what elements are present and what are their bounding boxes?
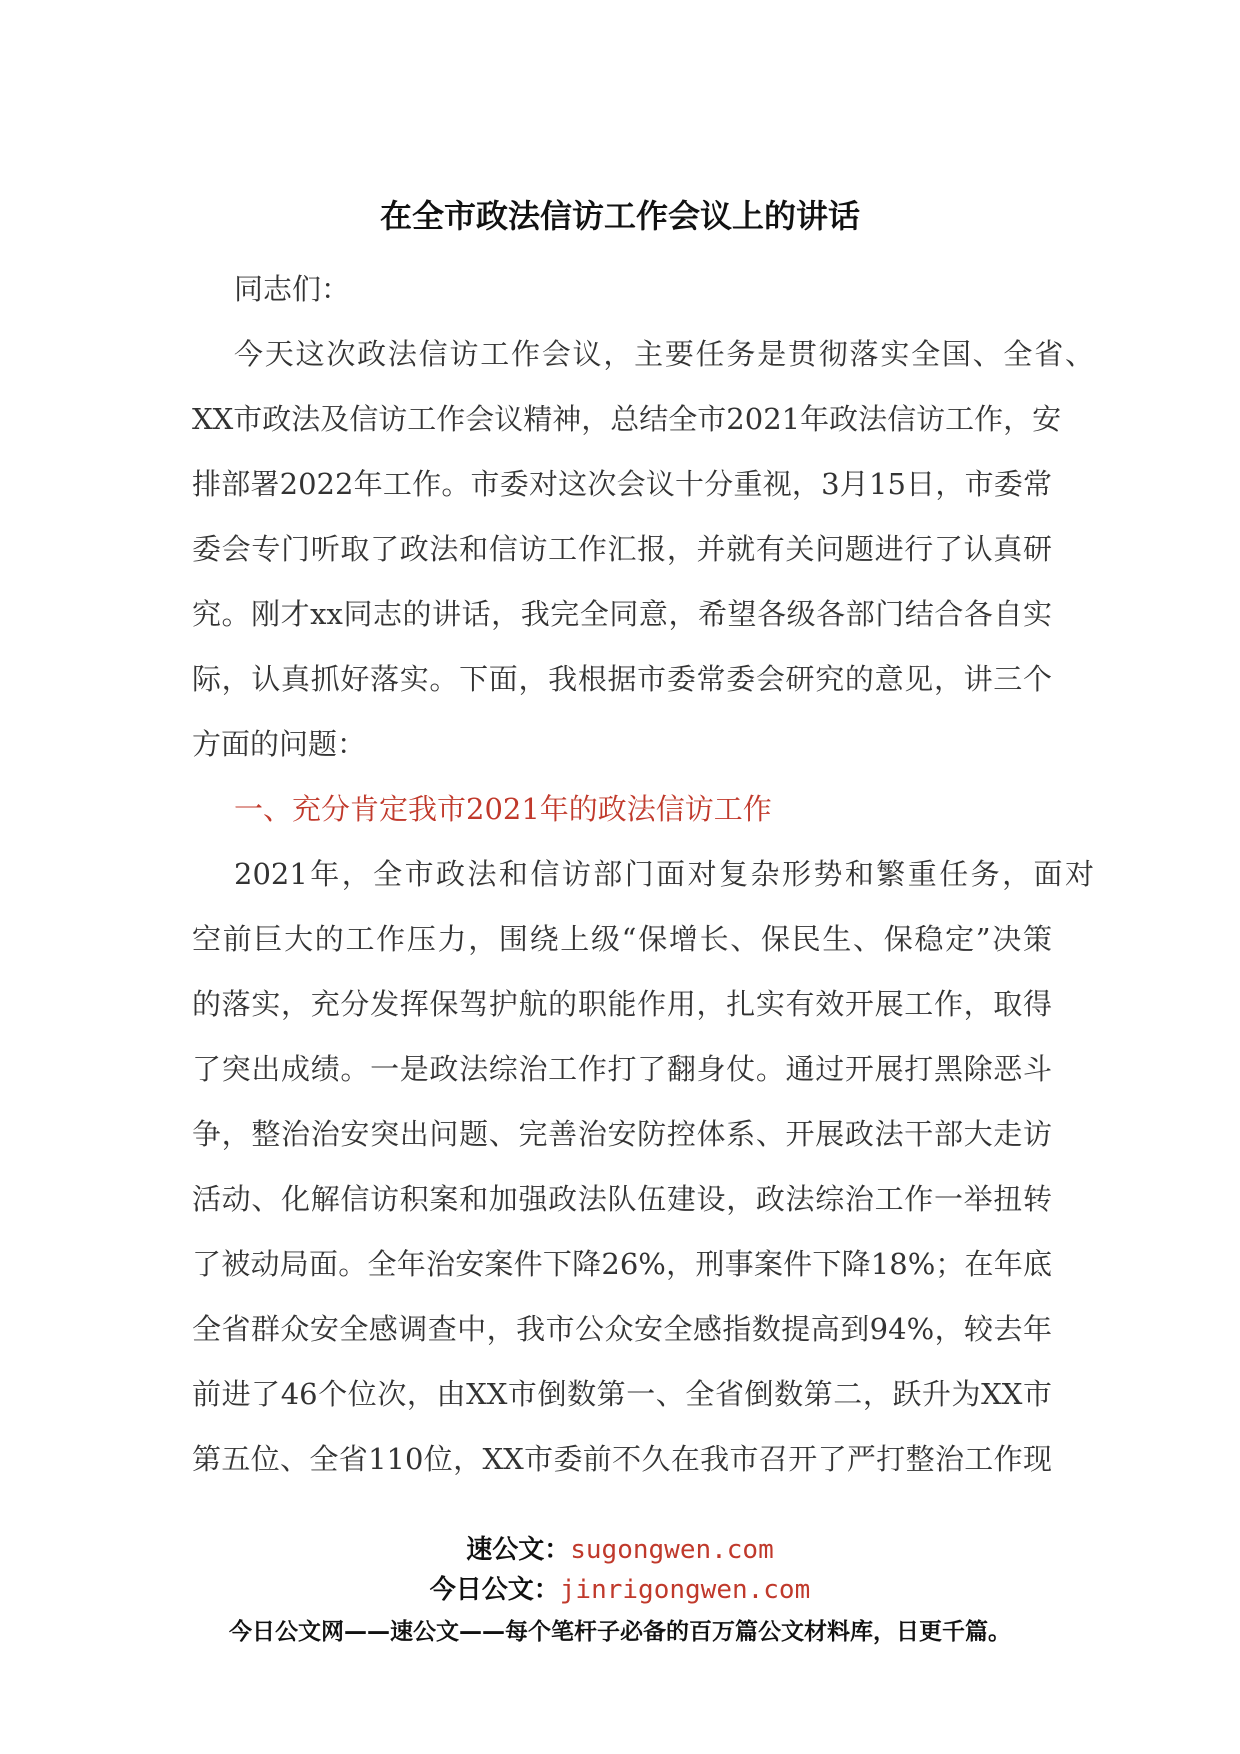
document-title: 在全市政法信访工作会议上的讲话 <box>379 197 860 235</box>
footer-row-sugongwen <box>0 1530 1240 1570</box>
jinrigongwen-link[interactable]: jinrigongwen.com <box>559 1575 811 1605</box>
body-line: 2021年，全市政法和信访部门面对复杂形势和繁重任务，面对 <box>234 857 1094 891</box>
section-heading: 一、充分肯定我市2021年的政法信访工作 <box>234 792 772 826</box>
body-line: 争，整治治安突出问题、完善治安防控体系、开展政法干部大走访 <box>192 1117 1052 1151</box>
body-line: 究。刚才xx同志的讲话，我完全同意，希望各级各部门结合各自实 <box>192 597 1052 631</box>
body-line: 前进了46个位次，由XX市倒数第一、全省倒数第二，跃升为XX市 <box>192 1377 1052 1411</box>
body-line: 了被动局面。全年治安案件下降26%，刑事案件下降18%；在年底 <box>192 1247 1052 1281</box>
footer <box>0 1530 1240 1652</box>
body-line: 第五位、全省110位，XX市委前不久在我市召开了严打整治工作现 <box>192 1442 1052 1476</box>
body-line: 活动、化解信访积案和加强政法队伍建设，政法综治工作一举扭转 <box>192 1182 1052 1216</box>
body-line: 今天这次政法信访工作会议，主要任务是贯彻落实全国、全省、 <box>234 337 1094 371</box>
body-line: 排部署2022年工作。市委对这次会议十分重视，3月15日，市委常 <box>192 467 1052 501</box>
footer-label: 今日公文： <box>429 1575 560 1605</box>
body-line: 的落实，充分发挥保驾护航的职能作用，扎实有效开展工作，取得 <box>192 987 1052 1021</box>
body-line: 空前巨大的工作压力，围绕上级“保增长、保民生、保稳定”决策 <box>192 922 1052 956</box>
body-line: 委会专门听取了政法和信访工作汇报，并就有关问题进行了认真研 <box>192 532 1052 566</box>
body-line: XX市政法及信访工作会议精神，总结全市2021年政法信访工作，安 <box>192 402 1062 436</box>
sugongwen-link[interactable]: sugongwen.com <box>570 1535 774 1565</box>
footer-slogan: 今日公文网——速公文——每个笔杆子必备的百万篇公文材料库，日更千篇。 <box>229 1619 1011 1645</box>
footer-label: 速公文： <box>466 1535 571 1565</box>
body-line: 全省群众安全感调查中，我市公众安全感指数提高到94%，较去年 <box>192 1312 1052 1346</box>
body-line: 了突出成绩。一是政法综治工作打了翻身仗。通过开展打黑除恶斗 <box>192 1052 1052 1086</box>
document-body <box>192 257 1094 1492</box>
body-line: 方面的问题： <box>192 727 367 761</box>
footer-row-jinrigongwen <box>0 1570 1240 1610</box>
body-line: 际，认真抓好落实。下面，我根据市委常委会研究的意见，讲三个 <box>192 662 1052 696</box>
salutation-line: 同志们： <box>234 272 351 306</box>
